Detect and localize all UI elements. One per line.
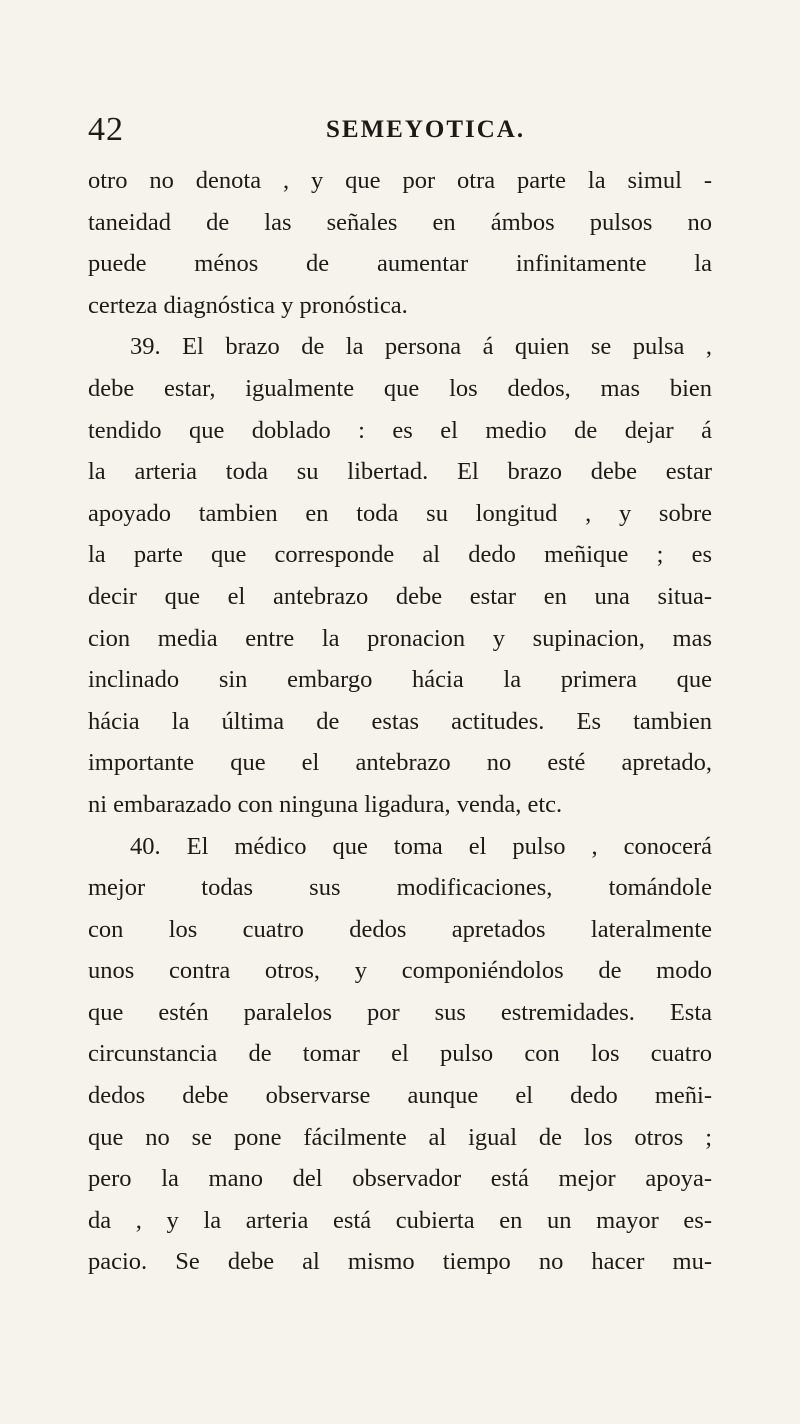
- text-line: certeza diagnóstica y pronóstica.: [88, 291, 408, 319]
- text-line: puede ménos de aumentar infinitamente la: [88, 250, 712, 278]
- page-number: 42: [88, 111, 124, 148]
- text-line: que no se pone fácilmente al igual de los otros ;: [88, 1123, 712, 1151]
- body-text: [88, 160, 712, 1283]
- text-line: que estén paralelos por sus estremidades. Esta: [88, 998, 712, 1026]
- text-line: importante que el antebrazo no esté apretado,: [88, 749, 712, 777]
- text-line: circunstancia de tomar el pulso con los cuatro: [88, 1040, 712, 1068]
- text-line: con los cuatro dedos apretados lateralmente: [88, 915, 712, 943]
- text-line: la parte que corresponde al dedo meñique ; es: [88, 541, 712, 569]
- text-line: la arteria toda su libertad. El brazo debe estar: [88, 458, 712, 486]
- text-line: taneidad de las señales en ámbos pulsos no: [88, 208, 712, 236]
- text-line: apoyado tambien en toda su longitud , y sobre: [88, 499, 712, 527]
- text-line: pero la mano del observador está mejor apoya-: [88, 1165, 712, 1193]
- text-line: cion media entre la pronacion y supinacion, mas: [88, 624, 712, 652]
- page-header: [88, 108, 712, 152]
- running-title: SEMEYOTICA.: [326, 116, 526, 143]
- text-line: debe estar, igualmente que los dedos, mas bien: [88, 374, 712, 402]
- text-line: unos contra otros, y componiéndolos de modo: [88, 957, 712, 985]
- text-line: mejor todas sus modificaciones, tomándole: [88, 874, 712, 902]
- text-line: dedos debe observarse aunque el dedo meñi-: [88, 1082, 712, 1110]
- text-line: hácia la última de estas actitudes. Es tambien: [88, 707, 712, 735]
- text-line: 39. El brazo de la persona á quien se pulsa ,: [130, 333, 712, 361]
- text-line: 40. El médico que toma el pulso , conocerá: [130, 832, 712, 860]
- text-line: otro no denota , y que por otra parte la simul -: [88, 167, 712, 194]
- text-line: tendido que doblado : es el medio de dejar á: [88, 416, 712, 444]
- text-line: decir que el antebrazo debe estar en una situa-: [88, 582, 712, 610]
- text-line: inclinado sin embargo hácia la primera que: [88, 666, 712, 694]
- text-line: pacio. Se debe al mismo tiempo no hacer mu-: [88, 1248, 712, 1276]
- text-line: da , y la arteria está cubierta en un mayor es-: [88, 1206, 712, 1234]
- text-line: ni embarazado con ninguna ligadura, venda, etc.: [88, 790, 563, 818]
